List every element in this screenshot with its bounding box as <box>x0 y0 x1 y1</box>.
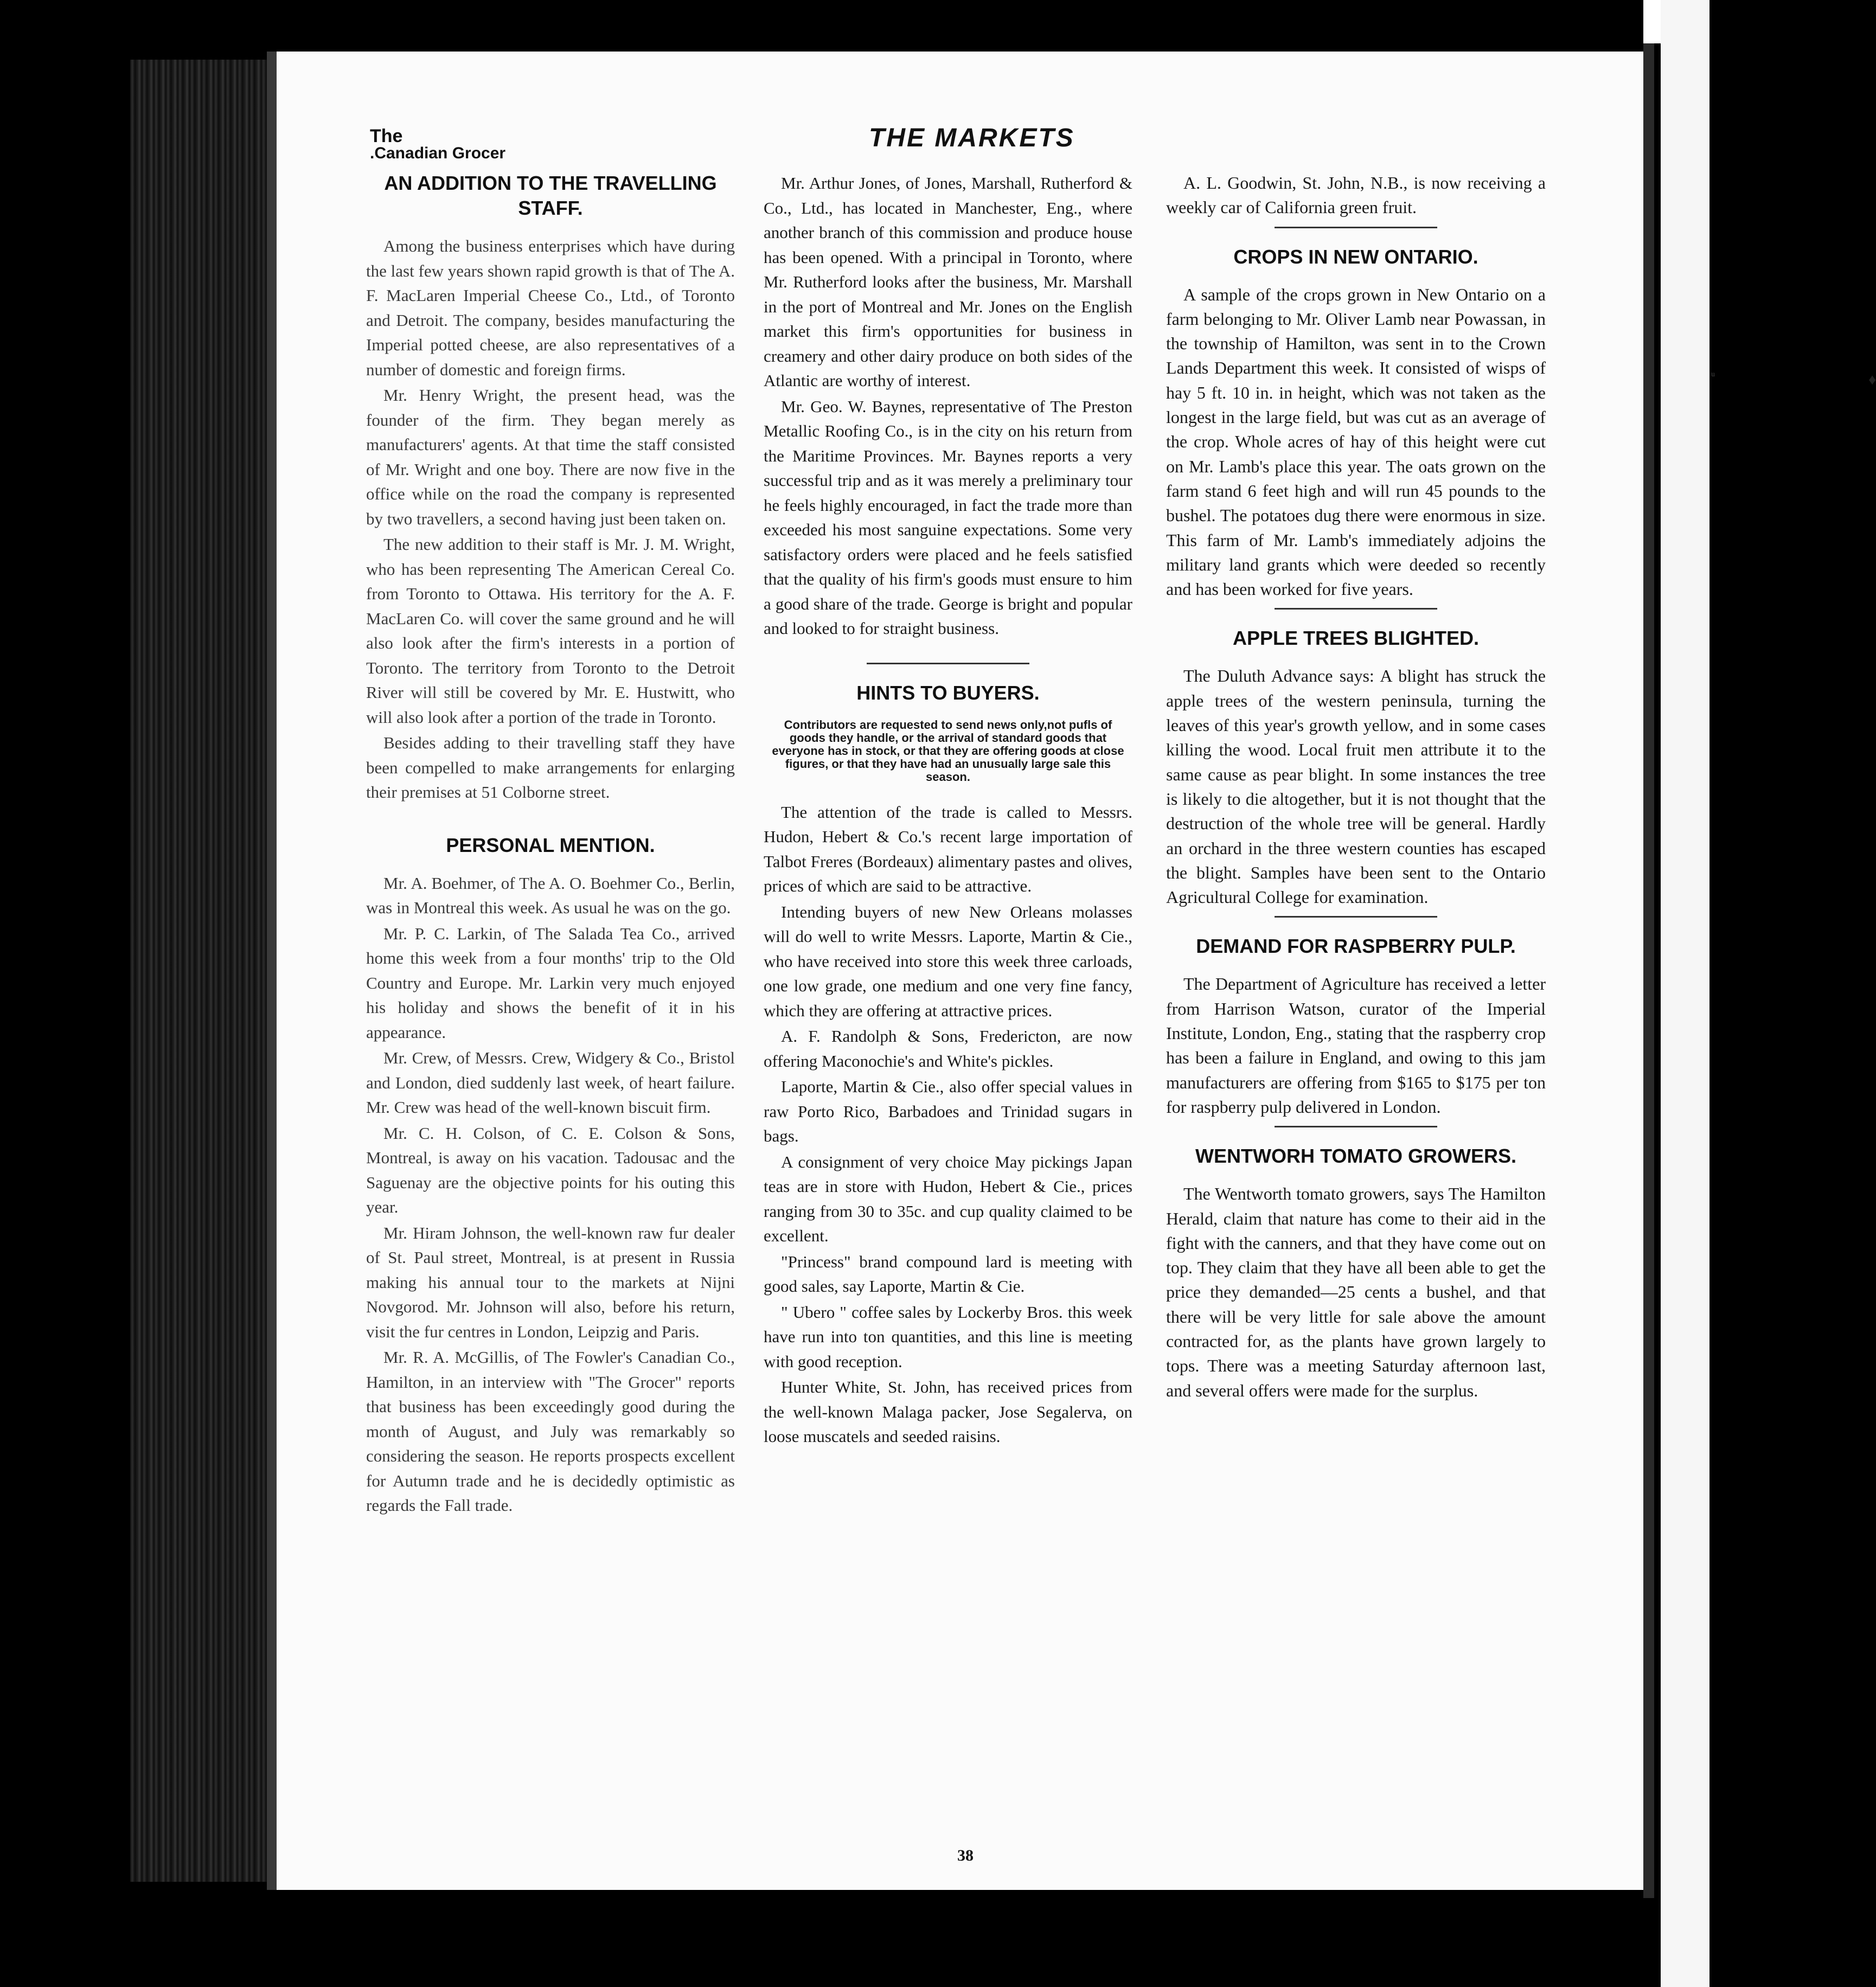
article-paragraph: Mr. A. Boehmer, of The A. O. Boehmer Co., Berlin, was in Montreal this week. As usual he was on the go. <box>366 873 735 917</box>
ink-speck-icon: ᵘ <box>1711 369 1715 382</box>
column-2 <box>764 171 1132 1450</box>
article-paragraph: A sample of the crops grown in New Ontario on a farm belonging to Mr. Oliver Lamb near Powassan, in the township of Hamilton, was sent in to the Crown Lands Department this week. It consisted of wisps of hay 5 ft. 10 in. in height, which was not taken as the longest in the large field, but was cut as an average of the crop. Whole acres of hay of this height were cut on Mr. Lamb's place this year. The oats grown on the farm stand 6 feet high and will run 45 pounds to the bushel. The potatoes dug there were enormous in size. This farm of Mr. Lamb's immediately adjoins the military land grants which were deeded so recently and has been worked for five years. <box>1166 284 1546 599</box>
article-paragraph: Mr. Arthur Jones, of Jones, Marshall, Rutherford & Co., Ltd., has located in Manchester, Eng., where another branch of this commission and produce house has been opened. With a principal in Toronto, where Mr. Rutherford looks after the business, Mr. Marshall in the port of Montreal and Mr. Jones on the English market this firm's opportunities for business in creamery and other dairy produce on both sides of the Atlantic are worthy of interest. <box>764 174 1132 390</box>
article-paragraph: Mr. Geo. W. Baynes, representative of The Preston Metallic Roofing Co., is in the city on his return from the Maritime Provinces. Mr. Baynes reports a very successful trip and as it was merely a preliminary tour he feels highly encouraged, in fact the trade more than exceeded his most sanguine expectations. Some very satisfactory orders were placed and he feels satisfied that the quality of his firm's goods must ensure to him a good share of the trade. George is bright and popular and looked to for straight business. <box>764 396 1132 638</box>
article-paragraph: Besides adding to their travelling staff they have been compelled to make arrangements for enlarging their premises at 51 Colborne street. <box>366 733 735 802</box>
section-title: THE MARKETS <box>869 124 1075 152</box>
article-paragraph: Among the business enterprises which have during the last few years shown rapid growth is that of The A. F. MacLaren Imperial Cheese Co., Ltd., of Toronto and Detroit. The company, besides manufacturing the Imperial potted cheese, are also representatives of a number of domestic and foreign firms. <box>366 236 735 379</box>
newspaper-page <box>277 52 1876 1890</box>
section-rule <box>1275 1126 1437 1127</box>
article-paragraph: "Princess" brand compound lard is meeting with good sales, say Laporte, Martin & Cie. <box>764 1252 1132 1296</box>
article-paragraph: Mr. P. C. Larkin, of The Salada Tea Co., arrived home this week from a four months' trip to the Old Country and Europe. Mr. Larkin very much enjoyed his holiday and shows the benefit of it in his appearance. <box>366 924 735 1042</box>
article-paragraph: Intending buyers of new New Orleans molasses will do well to write Messrs. Laporte, Martin & Cie., who have received into store this week three carloads, one low grade, one medium and one very fine fancy, which they are offering at attractive prices. <box>764 902 1132 1020</box>
page-number: 38 <box>957 1847 974 1864</box>
article-title-hints-to-buyers: HINTS TO BUYERS. <box>856 681 1040 704</box>
column-3 <box>1166 171 1546 1404</box>
section-rule <box>1275 227 1437 228</box>
article-paragraph: The Duluth Advance says: A blight has struck the apple trees of the western peninsula, turning the leaves of this year's growth yellow, and in some cases killing the wood. Local fruit men attribute it to the same cause as pear blight. In some instances the tree is likely to die altogether, but it is not thought that the destruction of the whole tree will be general. Hardly an orchard in the three western counties has escaped the blight. Samples have been sent to the Ontario Agricultural College for examination. <box>1166 666 1546 907</box>
article-paragraph: The Department of Agriculture has received a letter from Harrison Watson, curator of the Imperial Institute, London, Eng., stating that the raspberry crop has been a failure in England, and owing to this jam manufacturers are offering from $165 to $175 per ton for raspberry pulp delivered in London. <box>1166 974 1546 1117</box>
article-paragraph: Mr. Hiram Johnson, the well-known raw fur dealer of St. Paul street, Montreal, is at present in Russia making his annual tour to the markets at Nijni Novgorod. Mr. Johnson will also, before his return, visit the fur centres in London, Leipzig and Paris. <box>366 1223 735 1341</box>
section-rule <box>1275 916 1437 918</box>
ink-mark-icon: ♦ <box>1868 371 1876 388</box>
article-paragraph: A. L. Goodwin, St. John, N.B., is now receiving a weekly car of California green fruit. <box>1166 173 1546 217</box>
article-paragraph: Mr. C. H. Colson, of C. E. Colson & Sons, Montreal, is away on his vacation. Tadousac and the Saguenay are the objective points for his outing this year. <box>366 1123 735 1216</box>
article-paragraph: Hunter White, St. John, has received prices from the well-known Malaga packer, Jose Segalerva, on loose muscatels and seeded raisins. <box>764 1377 1132 1446</box>
section-rule <box>867 663 1029 664</box>
article-paragraph: A consignment of very choice May pickings Japan teas are in store with Hudon, Hebert & Cie., prices ranging from 30 to 35c. and cup quality claimed to be excellent. <box>764 1152 1132 1245</box>
article-title-crops-new-ontario: CROPS IN NEW ONTARIO. <box>1233 245 1478 268</box>
article-paragraph: Laporte, Martin & Cie., also offer special values in raw Porto Rico, Barbadoes and Trinidad sugars in bags. <box>764 1077 1132 1145</box>
masthead <box>370 127 505 162</box>
article-paragraph: Mr. Henry Wright, the present head, was the founder of the firm. They began merely as manufacturers' agents. At that time the staff consisted of Mr. Wright and one boy. There are now five in the office while on the road the company is represented by two travellers, a second having just been taken on. <box>366 386 735 528</box>
masthead-line-1: The <box>370 126 403 146</box>
article-paragraph: The attention of the trade is called to Messrs. Hudon, Hebert & Co.'s recent large importation of Talbot Freres (Bordeaux) alimentary pastes and olives, prices of which are said to be attractive. <box>764 802 1132 895</box>
masthead-line-2: .Canadian Grocer <box>370 144 506 162</box>
article-title-apple-trees: APPLE TREES BLIGHTED. <box>1232 627 1480 650</box>
article-title-raspberry-pulp: DEMAND FOR RASPBERRY PULP. <box>1196 935 1516 958</box>
article-paragraph: A. F. Randolph & Sons, Fredericton, are now offering Maconochie's and White's pickles. <box>764 1027 1132 1071</box>
book-binding-edge <box>130 60 287 1882</box>
article-title-personal-mention: PERSONAL MENTION. <box>446 834 655 856</box>
section-rule <box>1275 608 1437 610</box>
contributors-note: Contributors are requested to send news only,not pufls of goods they handle, or the arrival of standard goods that everyone has in stock, or that they are offering goods at close figures, or that they have had an unusually large sale this season. <box>772 717 1124 784</box>
page-right-edge <box>1643 43 1654 1898</box>
article-title-tomato-growers: WENTWORH TOMATO GROWERS. <box>1195 1145 1516 1168</box>
article-paragraph: Mr. Crew, of Messrs. Crew, Widgery & Co., Bristol and London, died suddenly last week, of heart failure. Mr. Crew was head of the well-known biscuit firm. <box>366 1048 735 1117</box>
article-paragraph: Mr. R. A. McGillis, of The Fowler's Canadian Co., Hamilton, in an interview with "The Grocer" reports that business has been exceedingly good during the month of August, and July was remarkably so considering the season. He reports prospects excellent for Autumn trade and he is decidedly optimistic as regards the Fall trade. <box>366 1348 735 1515</box>
article-paragraph: " Ubero " coffee sales by Lockerby Bros. this week have run into ton quantities, and this line is meeting with good reception. <box>764 1302 1132 1371</box>
column-1 <box>366 171 735 1519</box>
article-paragraph: The Wentworth tomato growers, says The Hamilton Herald, claim that nature has come to their aid in the fight with the canners, and that they have come out on top. They claim that they have all been able to get the price they demanded—25 cents a bushel, and that there will be very little for sale above the amount contracted for, as the plants have grown largely to tops. There was a meeting Saturday afternoon last, and several offers were made for the surplus. <box>1166 1184 1546 1400</box>
scan-margin-strip <box>1661 0 1709 1987</box>
article-paragraph: The new addition to their staff is Mr. J. M. Wright, who has been representing The American Cereal Co. from Toronto to Ottawa. His territory for the A. F. MacLaren Co. will cover the same ground and he will also look after the firm's interests in a portion of Toronto. The territory from Toronto to the Detroit River will still be covered by Mr. E. Hustwitt, who will also look after a portion of the trade in Toronto. <box>366 535 735 727</box>
article-title-travelling-staff: AN ADDITION TO THE TRAVELLING STAFF. <box>384 172 717 219</box>
